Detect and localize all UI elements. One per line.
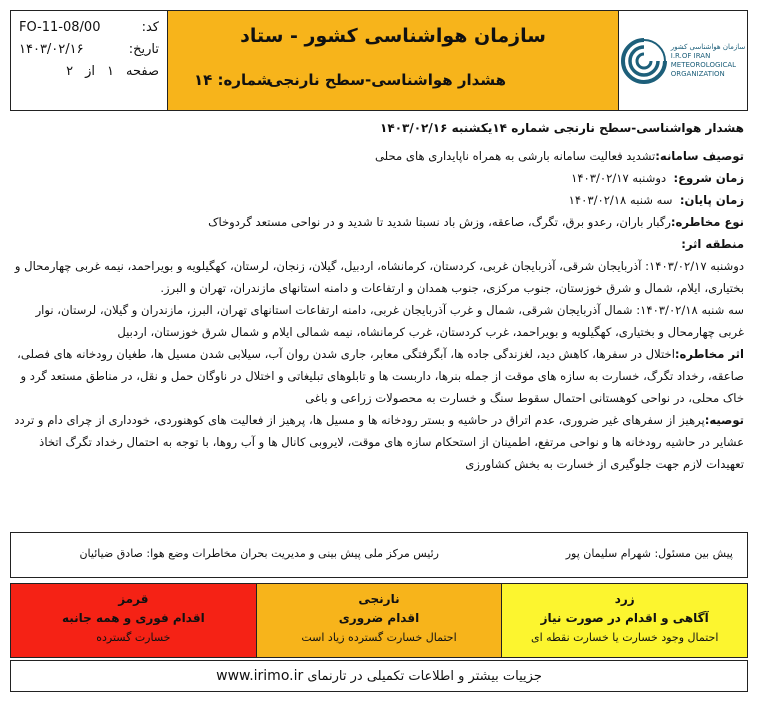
hazard-effect xyxy=(14,343,744,409)
level-red-action: اقدام فوری و همه جانبه xyxy=(61,611,205,625)
page-current: ۱ xyxy=(107,64,115,79)
advice xyxy=(14,409,744,475)
page-total: ۲ xyxy=(66,64,74,79)
advice-value: پرهیز از سفرهای غیر ضروری، عدم اتراق در حاشیه و بستر رودخانه ها و مسیل ها، پرهیز از فعالیت های کوهنوردی، خودداری از چرای دام و تردد عشایر در حاشیه رودخانه ها و نواحی مرتفع، اطمینان از استحکام سازه های موقت، لایروبی کانال ها و آب روها، با توجه به احتمال رخداد تگرگ اتخاذ تعهیدات لازم جهت جلوگیری از خسارت به بخش کشاورزی xyxy=(14,413,744,471)
level-orange-action: اقدام ضروری xyxy=(338,611,420,625)
document-meta xyxy=(11,11,168,110)
level-orange-title: نارنجی xyxy=(358,592,400,606)
type-label: نوع مخاطره: xyxy=(670,215,744,229)
start-time xyxy=(14,167,744,189)
effect-value: اختلال در سفرها، کاهش دید، لغزندگی جاده ها، آبگرفتگی معابر، جاری شدن روان آب، سیلابی شدن مسیل ها، طغیان رودخانه های فصلی، صاعقه، رخداد تگرگ، خسارت به سازه های موقت از جمله بنرها، داربست ها و تابلوهای تبلیغاتی و اختلال در ناوگان حمل و نقل، در مناطق مستعد گرد و خاک محلی، در نواحی کوهستانی احتمال سقوط سنگ و خسارت به محصولات زراعی و باغی xyxy=(17,347,744,405)
center-head-name: رئیس مرکز ملی پیش بینی و مدیریت بحران مخاطرات وضع هوا: صادق ضیائیان xyxy=(79,547,439,560)
advice-label: توصیه: xyxy=(704,413,744,427)
warning-subtitle: هشدار هواشناسی-سطح نارنجی xyxy=(268,71,506,89)
logo-block xyxy=(619,11,747,110)
level-red xyxy=(11,584,257,657)
warning-number xyxy=(194,71,271,89)
meteorological-organization-logo-icon xyxy=(621,38,667,84)
region-day-1: دوشنبه ۱۴۰۳/۰۲/۱۷: آذربایجان شرقی، آذربایجان غربی، کردستان، کرمانشاه، اردبیل، گیلان، زنجان، لرستان، کهگیلویه و بویراحمد، نیمه غربی چهارمحال و بختیاری، ایلام، شمال و شرق خوزستان، جنوب مرکزی، جنوب همدان و ارتفاعات و دامنه استانهای مازندران، تهران و البرز. xyxy=(14,259,744,295)
level-yellow-action: آگاهی و اقدام در صورت نیاز xyxy=(540,611,709,625)
desc-label: توصیف سامانه: xyxy=(655,149,744,163)
code-label: کد: xyxy=(141,20,159,35)
level-red-desc: خسارت گسترده xyxy=(96,631,171,644)
logo-en-2: METEOROLOGICAL xyxy=(670,60,737,69)
end-value: سه شنبه ۱۴۰۳/۰۲/۱۸ xyxy=(568,193,673,207)
end-time xyxy=(14,189,744,211)
start-value: دوشنبه ۱۴۰۳/۰۲/۱۷ xyxy=(571,171,667,185)
number-label: شماره: xyxy=(217,71,272,89)
system-description xyxy=(14,145,744,167)
organization-title: سازمان هواشناسی کشور - ستاد xyxy=(240,25,546,47)
page-of: از xyxy=(85,64,96,79)
code-value: FO-11-08/00 xyxy=(19,20,101,35)
forecaster-name: پیش بین مسئول: شهرام سلیمان پور xyxy=(565,547,733,560)
affected-region xyxy=(14,233,744,255)
warning-headline: هشدار هواشناسی-سطح نارنجی شماره ۱۴یکشنبه ۱۴۰۳/۰۲/۱۶ xyxy=(380,121,744,135)
start-label: زمان شروع: xyxy=(673,171,744,185)
website-link[interactable]: www.irimo.ir xyxy=(216,668,304,684)
page-label: صفحه xyxy=(126,64,159,79)
logo-en-3: ORGANIZATION xyxy=(670,69,725,78)
date-label: تاریخ: xyxy=(128,42,159,57)
desc-value: تشدید فعالیت سامانه بارشی به همراه ناپایداری های محلی xyxy=(374,149,656,163)
level-orange xyxy=(257,584,503,657)
level-yellow-desc: احتمال وجود خسارت یا خسارت نقطه ای xyxy=(530,631,719,644)
type-value: رگبار باران، رعدو برق، تگرگ، صاعقه، وزش باد نسبتا شدید تا شدید و در نواحی مستعد گردوخاک xyxy=(208,215,671,229)
level-orange-desc: احتمال خسارت گسترده زیاد است xyxy=(301,631,457,644)
hazard-type xyxy=(14,211,744,233)
level-yellow xyxy=(502,584,747,657)
website-footer xyxy=(10,660,748,692)
warning-document xyxy=(10,10,748,475)
logo-fa: سازمان هواشناسی کشور xyxy=(670,42,746,51)
region-label: منطقه اثر: xyxy=(681,237,744,251)
logo-en-1: I.R.OF IRAN xyxy=(670,51,711,60)
effect-label: اثر مخاطره: xyxy=(674,347,744,361)
region-day-2: سه شنبه ۱۴۰۳/۰۲/۱۸: شمال آذربایجان شرقی، شمال و غرب آذربایجان غربی، دامنه ارتفاعات استانهای تهران، البرز، مازندران و گیلان، لرستان، نوار غربی چهارمحال و بختیاری، کهگیلویه و بویراحمد، غرب کردستان، غرب کرمانشاه، نیمه شمالی ایلام و شمال شرق خوزستان، اردبیل xyxy=(35,303,744,339)
responsible-persons xyxy=(10,532,748,578)
warning-content xyxy=(10,111,748,475)
level-yellow-title: زرد xyxy=(614,592,635,606)
date-value: ۱۴۰۳/۰۲/۱۶ xyxy=(19,42,84,57)
logo-text xyxy=(671,43,746,79)
document-header xyxy=(10,10,748,111)
title-block xyxy=(168,11,619,110)
number-value: ۱۴ xyxy=(194,71,213,89)
warning-levels xyxy=(10,583,748,658)
footer-text: جزییات بیشتر و اطلاعات تکمیلی در تارنمای xyxy=(307,669,542,684)
end-label: زمان پایان: xyxy=(679,193,744,207)
level-red-title: قرمز xyxy=(118,592,149,606)
